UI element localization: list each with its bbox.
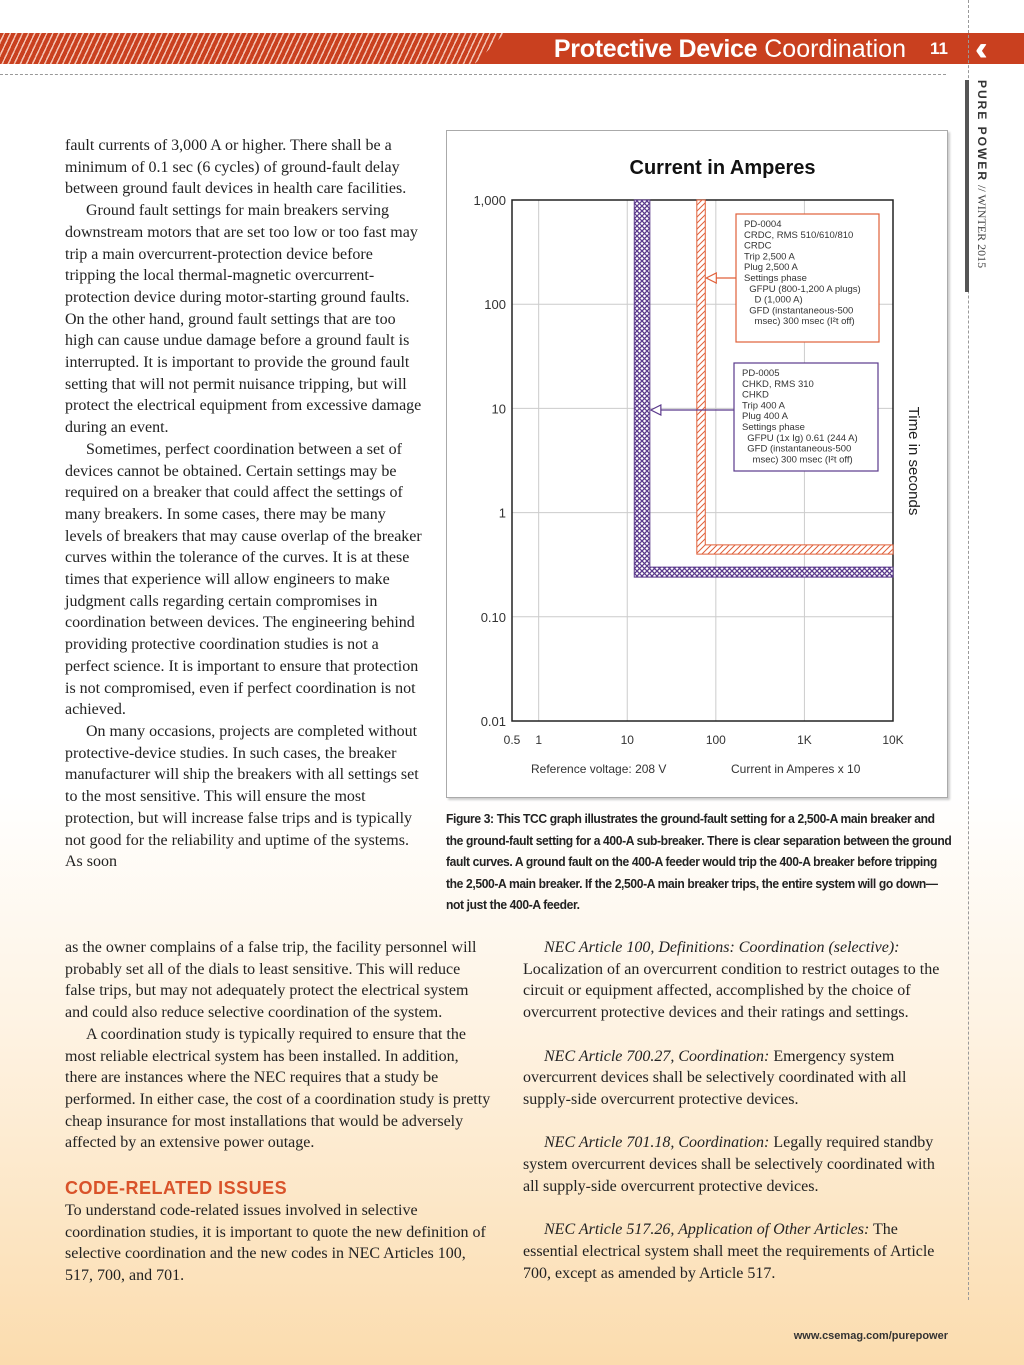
x-tick-label: 1: [535, 733, 543, 747]
y-tick-label: 10: [491, 401, 506, 417]
annotation-line: GFD (instantaneous-500: [742, 443, 852, 455]
arrow-head-icon: [651, 405, 661, 415]
annotation-line: msec) 300 msec (I²t off): [742, 454, 853, 466]
x-tick-label: 1K: [797, 733, 812, 747]
body-column-left-lower: [65, 937, 491, 1287]
nec-quote-text: Localization of an overcurrent condition to restrict outages to the circuit or equipment affected, accomplished by the choice of overcurrent protective devices and their ratings and settings.: [523, 960, 940, 1022]
annotation-line: Plug 400 A: [742, 411, 788, 423]
annotation-line: msec) 300 msec (I²t off): [744, 316, 855, 328]
x-tick-label: 0.5: [503, 733, 521, 747]
paragraph: fault currents of 3,000 A or higher. There shall be a minimum of 0.1 sec (6 cycles) of ground-fault delay between ground fault devices in health care facilities.: [65, 137, 407, 198]
double-chevron-left-icon[interactable]: ‹‹: [975, 30, 978, 68]
section-heading: CODE-RELATED ISSUES: [65, 1178, 288, 1199]
nec-quote-title: NEC Article 100, Definitions: Coordination (selective):: [544, 939, 900, 956]
section-title-light: Coordination: [764, 35, 906, 63]
x-tick-label: 10K: [882, 733, 904, 747]
paragraph: A coordination study is typically required to ensure that the most reliable electrical system has been installed. In addition, there are instances where the NEC requires that a study be performed. In either case, the cost of a coordination study is pretty cheap insurance for most installations that would be adversely affected by an extensive power outage.: [65, 1025, 491, 1152]
nec-quote-text: The essential electrical system shall meet the requirements of Article 700, except as amended by Article 517.: [523, 1221, 935, 1282]
y-tick-label: 1,000: [473, 193, 506, 208]
nec-quote: [523, 1046, 949, 1111]
issue-label: // WINTER 2015: [975, 185, 989, 269]
paragraph: Sometimes, perfect coordination between a set of devices cannot be obtained. Certain settings may be required on a breaker that could affect the settings of many breakers. In some cases, there may be many levels of breakers that may cause overlap of the breaker curves within the tolerance of the curves. It is at these times that experience will allow engineers to make judgment calls regarding certain compromises in coordination between devices. The engineering behind providing protective coordination studies is not a perfect science. It is important to ensure that protection is not compromised, even if perfect coordination is not achieved.: [65, 440, 422, 719]
header-stripes: [0, 33, 505, 64]
nec-quote: [523, 937, 949, 1024]
annotation-line: D (1,000 A): [744, 294, 803, 306]
header-band: [0, 30, 1024, 68]
paragraph: On many occasions, projects are completed without protective-device studies. In such cases, the breaker manufacturer will ship the breakers with all settings set to the most sensitive. This will ensure the most protection, but will increase false trips and is typically not good for the reliability and uptime of the systems. As soon: [65, 722, 419, 871]
nec-quote: [523, 1132, 949, 1197]
body-column-left-upper: [65, 135, 427, 873]
nec-quote-text: Emergency system overcurrent devices shall be selectively coordinated with all supply-side overcurrent protective devices.: [523, 1047, 907, 1108]
nec-quote-title: NEC Article 701.18, Coordination:: [544, 1134, 770, 1152]
annotation-line: CHKD: [742, 389, 769, 401]
figure-caption: Figure 3: This TCC graph illustrates the ground-fault setting for a 2,500-A main breaker and the ground-fault setting for a 400-A sub-breaker. There is clear separation between the ground fault curves. A ground fault on the 400-A feeder would trip the 400-A breaker before tripping the 2,500-A main breaker. If the 2,500-A main breaker trips, the entire system will go down—not just the 400-A feeder.: [446, 811, 952, 913]
annotation-line: GFPU (1x Ig) 0.61 (244 A): [742, 432, 858, 444]
y-tick-label: 0.10: [480, 609, 506, 625]
chart-title: Current in Amperes: [629, 157, 816, 179]
paragraph: To understand code-related issues involved in selective coordination studies, it is important to quote the new definition of selective coordination and the new codes in NEC Articles 100, 517, 700, and 701.: [65, 1202, 486, 1285]
annotation-line: PD-0004: [744, 219, 782, 230]
annotation-line: Trip 400 A: [742, 400, 785, 412]
arrow-head-icon: [706, 273, 716, 283]
annotation-line: GFD (instantaneous-500: [744, 305, 854, 317]
nec-quote: [523, 1219, 949, 1284]
y-tick-label: 100: [484, 297, 506, 313]
nec-quote-text: Legally required standby system overcurrent devices shall be selectively coordinated with all supply-side overcurrent protective devices.: [523, 1134, 935, 1195]
side-label: [974, 80, 989, 268]
annotation-line: Settings phase: [744, 273, 807, 284]
header-divider: [0, 74, 946, 75]
tcc-chart: [447, 131, 947, 797]
y-tick-label: 0.01: [480, 714, 506, 729]
body-column-right: [523, 937, 949, 1306]
paragraph: as the owner complains of a false trip, the facility personnel will probably set all of the dials to least sensitive. This will reduce false trips, but may not adequately protect the electrical system and could also reduce selective coordination of the system.: [65, 939, 477, 1022]
annotation-line: Plug 2,500 A: [744, 262, 798, 274]
footer-url[interactable]: www.csemag.com/purepower: [793, 1330, 948, 1342]
x-axis-label: Current in Amperes x 10: [731, 762, 861, 776]
x-tick-label: 10: [620, 733, 634, 747]
tcc-figure: [446, 130, 948, 798]
annotation-line: CRDC: [744, 240, 772, 252]
annotation-line: PD-0005: [742, 368, 780, 379]
annotation-line: Trip 2,500 A: [744, 251, 795, 263]
reference-voltage-note: Reference voltage: 208 V: [531, 762, 667, 776]
nec-quote-title: NEC Article 517.26, Application of Other Articles:: [544, 1221, 870, 1239]
annotation-line: CHKD, RMS 310: [742, 378, 814, 390]
annotation-line: Settings phase: [742, 422, 805, 433]
publication-name: PURE POWER: [975, 80, 989, 183]
paragraph: Ground fault settings for main breakers serving downstream motors that are set too low or too fast may trip a main overcurrent-protection device before tripping the local thermal-magnetic overcurrent-protection device during motor-starting ground faults. On the other hand, ground fault settings that are too high can cause undue damage before a ground fault is interrupted. It is important to provide the ground fault setting that will not permit nuisance tripping, but will protect the electrical equipment from excessive damage during an event.: [65, 202, 422, 437]
y-axis-label: Time in seconds: [905, 406, 922, 516]
annotation-line: GFPU (800-1,200 A plugs): [744, 283, 861, 295]
page-number: 11: [930, 39, 948, 58]
y-tick-label: 1: [498, 505, 506, 521]
annotation-line: CRDC, RMS 510/610/810: [744, 229, 854, 241]
x-tick-label: 100: [705, 733, 726, 747]
nec-quote-title: NEC Article 700.27, Coordination:: [544, 1047, 770, 1065]
section-title-bold: Protective Device: [553, 35, 758, 63]
section-title: [554, 34, 906, 64]
side-label-bar: [965, 80, 969, 292]
